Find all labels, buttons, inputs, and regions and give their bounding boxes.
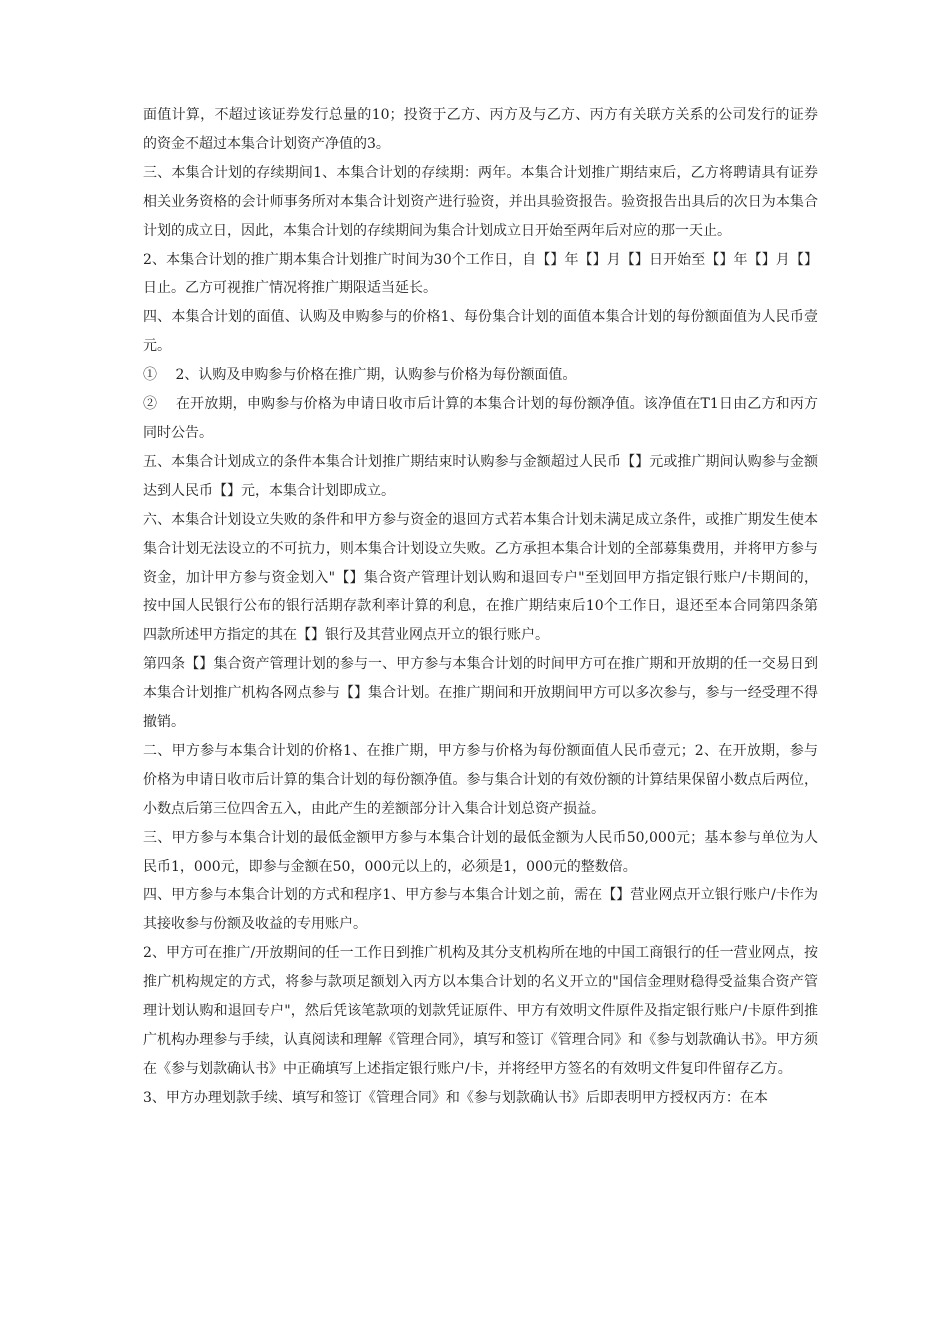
paragraph: 四、甲方参与本集合计划的方式和程序1、甲方参与本集合计划之前，需在【】营业网点开立银行账户/卡作为其接收参与份额及收益的专用账户。 <box>143 887 818 933</box>
paragraph: 六、本集合计划设立失败的条件和甲方参与资金的退回方式若本集合计划未满足成立条件，或推广期发生使本集合计划无法设立的不可抗力，则本集合计划设立失败。乙方承担本集合计划的全部募集费用，并将甲方参与资金，加计甲方参与资金划入"【】集合资产管理计划认购和退回专户"至划回甲方指定银行账户/卡期间的，按中国人民银行公布的银行活期存款利率计算的利息，在推广期结束后10个工作日，退还至本合同第四条第四款所述甲方指定的其在【】银行及其营业网点开立的银行账户。 <box>143 511 818 644</box>
paragraph: 三、本集合计划的存续期间1、本集合计划的存续期：两年。本集合计划推广期结束后，乙方将聘请具有证券相关业务资格的会计师事务所对本集合计划资产进行验资，并出具验资报告。验资报告出具后的次日为本集合计划的成立日，因此，本集合计划的存续期间为集合计划成立日开始至两年后对应的那一天止。 <box>143 164 818 239</box>
paragraph: ① 2、认购及申购参与价格在推广期，认购参与价格为每份额面值。 <box>143 367 577 384</box>
paragraph: 面值计算，不超过该证券发行总量的10；投资于乙方、丙方及与乙方、丙方有关联方关系的公司发行的证券的资金不超过本集合计划资产净值的3。 <box>143 107 818 152</box>
document-body <box>143 101 818 1113</box>
paragraph: 三、甲方参与本集合计划的最低金额甲方参与本集合计划的最低金额为人民币50,000元；基本参与单位为人民币1，000元，即参与金额在50，000元以上的，必须是1，000元的整数倍。 <box>143 829 818 875</box>
paragraph: 第四条【】集合资产管理计划的参与一、甲方参与本集合计划的时间甲方可在推广期和开放期的任一交易日到本集合计划推广机构各网点参与【】集合计划。在推广期间和开放期间甲方可以多次参与，参与一经受理不得撤销。 <box>143 656 818 731</box>
paragraph: 3、甲方办理划款手续、填写和签订《管理合同》和《参与划款确认书》后即表明甲方授权丙方：在本 <box>143 1089 768 1106</box>
paragraph: 二、甲方参与本集合计划的价格1、在推广期，甲方参与价格为每份额面值人民币壹元；2、在开放期，参与价格为申请日收市后计算的集合计划的每份额净值。参与集合计划的有效份额的计算结果保留小数点后两位，小数点后第三位四舍五入，由此产生的差额部分计入集合计划总资产损益。 <box>143 742 818 817</box>
paragraph: 五、本集合计划成立的条件本集合计划推广期结束时认购参与金额超过人民币【】元或推广期间认购参与金额达到人民币【】元，本集合计划即成立。 <box>143 453 818 499</box>
paragraph: 2、甲方可在推广/开放期间的任一工作日到推广机构及其分支机构所在地的中国工商银行的任一营业网点，按推广机构规定的方式，将参与款项足额划入丙方以本集合计划的名义开立的"国信金理财稳得受益集合资产管理计划认购和退回专户"，然后凭该笔款项的划款凭证原件、甲方有效明文件原件及指定银行账户/卡原件到推广机构办理参与手续，认真阅读和理解《管理合同》，填写和签订《管理合同》和《参与划款确认书》。甲方须在《参与划款确认书》中正确填写上述指定银行账户/卡，并将经甲方签名的有效明文件复印件留存乙方。 <box>143 945 818 1077</box>
paragraph: ② 在开放期，申购参与价格为申请日收市后计算的本集合计划的每份额净值。该净值在T1日由乙方和丙方同时公告。 <box>143 396 818 441</box>
paragraph: 四、本集合计划的面值、认购及申购参与的价格1、每份集合计划的面值本集合计划的每份额面值为人民币壹元。 <box>143 309 818 355</box>
paragraph: 2、本集合计划的推广期本集合计划推广时间为30个工作日，自【】年【】月【】日开始至【】年【】月【】日止。乙方可视推广情况将推广期限适当延长。 <box>143 251 818 297</box>
